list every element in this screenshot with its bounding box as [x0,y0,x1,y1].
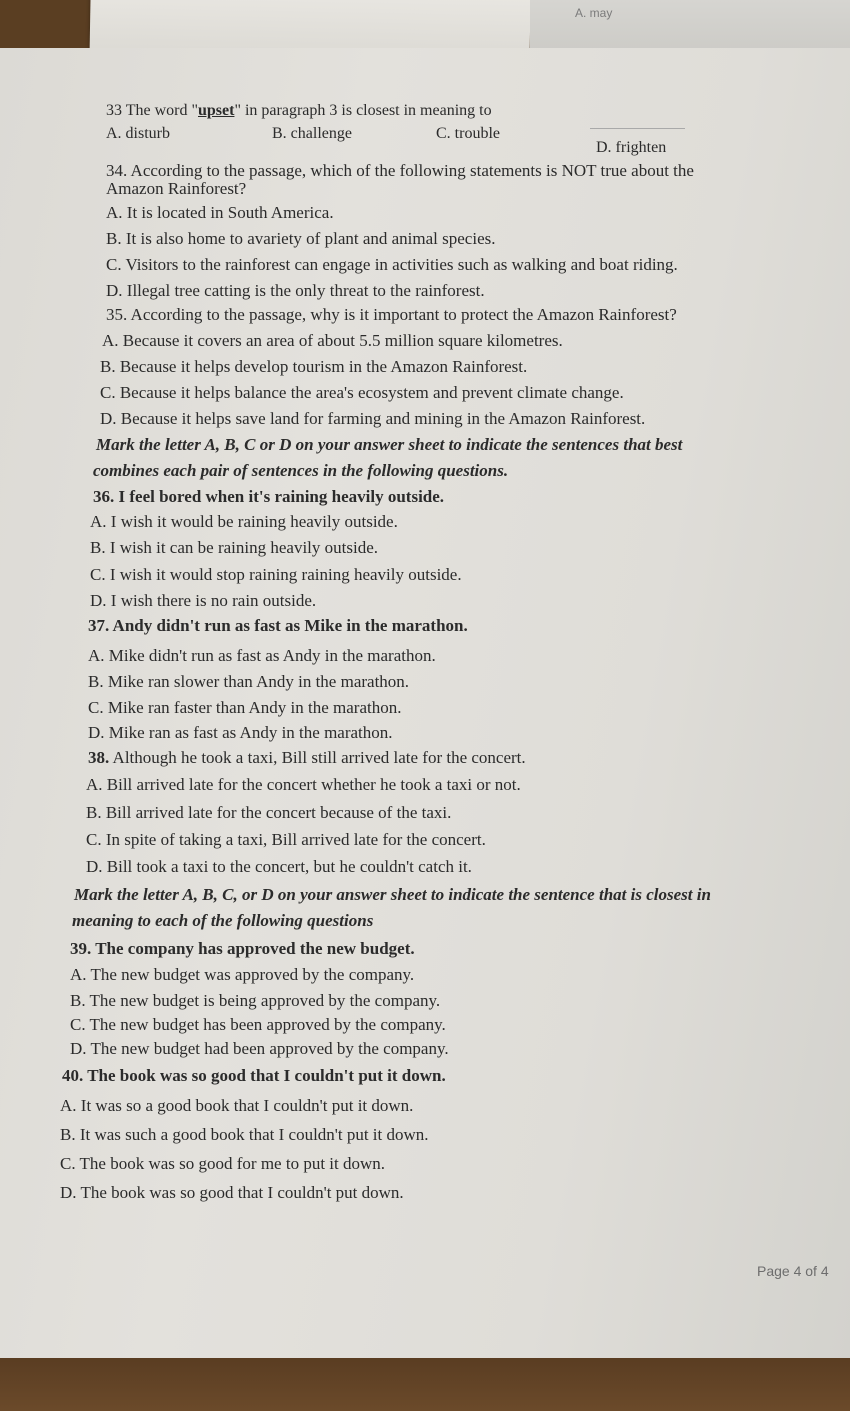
q37-option-a[interactable]: A. Mike didn't run as fast as Andy in the marathon. [88,646,436,665]
q36-option-b[interactable]: B. I wish it can be raining heavily outside. [90,538,378,557]
q37-option-b[interactable]: B. Mike ran slower than Andy in the marathon. [88,672,410,691]
q40-option-b[interactable]: B. It was such a good book that I couldn't put it down. [60,1125,429,1144]
q33-suffix: " in paragraph 3 is closest in meaning to [234,102,492,119]
q35-option-c[interactable]: C. Because it helps balance the area's ecosystem and prevent climate change. [100,383,624,402]
q35-stem: 35. According to the passage, why is it important to protect the Amazon Rainforest? [106,305,677,324]
q35-option-b[interactable]: B. Because it helps develop tourism in the Amazon Rainforest. [100,357,528,376]
q40-option-a[interactable]: A. It was so a good book that I couldn't put it down. [60,1096,414,1115]
q38-option-b[interactable]: B. Bill arrived late for the concert because of the taxi. [86,803,452,822]
q38-option-d[interactable]: D. Bill took a taxi to the concert, but he couldn't catch it. [86,857,472,876]
q34-option-a[interactable]: A. It is located in South America. [106,203,334,222]
q36-option-c[interactable]: C. I wish it would stop raining raining heavily outside. [90,565,462,584]
q33-option-d[interactable]: D. frighten [596,139,667,156]
q39-option-a[interactable]: A. The new budget was approved by the company. [70,965,415,984]
q40-stem: 40. The book was so good that I couldn't put it down. [62,1066,446,1085]
instruction-combine-line2: combines each pair of sentences in the following questions. [93,461,509,480]
q34-option-d[interactable]: D. Illegal tree catting is the only threat to the rainforest. [106,281,485,300]
instruction-closest-line2: meaning to each of the following questions [72,911,374,930]
instruction-closest-line1: Mark the letter A, B, C, or D on your answer sheet to indicate the sentence that is closest in [74,885,711,904]
q34-stem-line2: Amazon Rainforest? [106,179,247,198]
answer-blank [590,128,685,129]
q37-option-c[interactable]: C. Mike ran faster than Andy in the marathon. [88,698,402,717]
q39-option-c[interactable]: C. The new budget has been approved by the company. [70,1015,446,1034]
q38-number: 38. [88,748,110,767]
q40-option-d[interactable]: D. The book was so good that I couldn't put down. [60,1183,404,1202]
q36-option-a[interactable]: A. I wish it would be raining heavily outside. [90,512,398,531]
corner-note: A. may [575,6,613,20]
q33-option-b[interactable]: B. challenge [272,125,352,142]
q33-stem [106,103,492,119]
q35-option-a[interactable]: A. Because it covers an area of about 5.5 million square kilometres. [102,331,563,350]
q37-option-d[interactable]: D. Mike ran as fast as Andy in the marathon. [88,723,393,742]
q38-option-a[interactable]: A. Bill arrived late for the concert whether he took a taxi or not. [86,775,521,794]
q38-stem-text: Although he took a taxi, Bill still arrived late for the concert. [109,748,526,767]
q34-option-c[interactable]: C. Visitors to the rainforest can engage in activities such as walking and boat riding. [106,255,678,274]
q36-option-d[interactable]: D. I wish there is no rain outside. [90,591,317,610]
q33-keyword: upset [198,102,235,119]
q36-stem: 36. I feel bored when it's raining heavily outside. [93,487,445,506]
q33-option-a[interactable]: A. disturb [106,125,170,142]
q37-stem: 37. Andy didn't run as fast as Mike in the marathon. [88,616,468,635]
q35-option-d[interactable]: D. Because it helps save land for farming and mining in the Amazon Rainforest. [100,409,646,428]
q38-stem [88,749,526,766]
q34-option-b[interactable]: B. It is also home to avariety of plant and animal species. [106,229,496,248]
q39-option-b[interactable]: B. The new budget is being approved by the company. [70,991,441,1010]
page-number: Page 4 of 4 [757,1263,829,1279]
q34-stem-line1: 34. According to the passage, which of the following statements is NOT true about the [106,161,694,180]
q38-option-c[interactable]: C. In spite of taking a taxi, Bill arrived late for the concert. [86,830,486,849]
q33-option-c[interactable]: C. trouble [436,125,500,142]
q39-option-d[interactable]: D. The new budget had been approved by the company. [70,1039,449,1058]
q39-stem: 39. The company has approved the new budget. [70,939,415,958]
q33-prefix: 33 The word " [106,102,198,119]
instruction-combine-line1: Mark the letter A, B, C or D on your answer sheet to indicate the sentences that best [96,435,683,454]
q40-option-c[interactable]: C. The book was so good for me to put it down. [60,1154,386,1173]
